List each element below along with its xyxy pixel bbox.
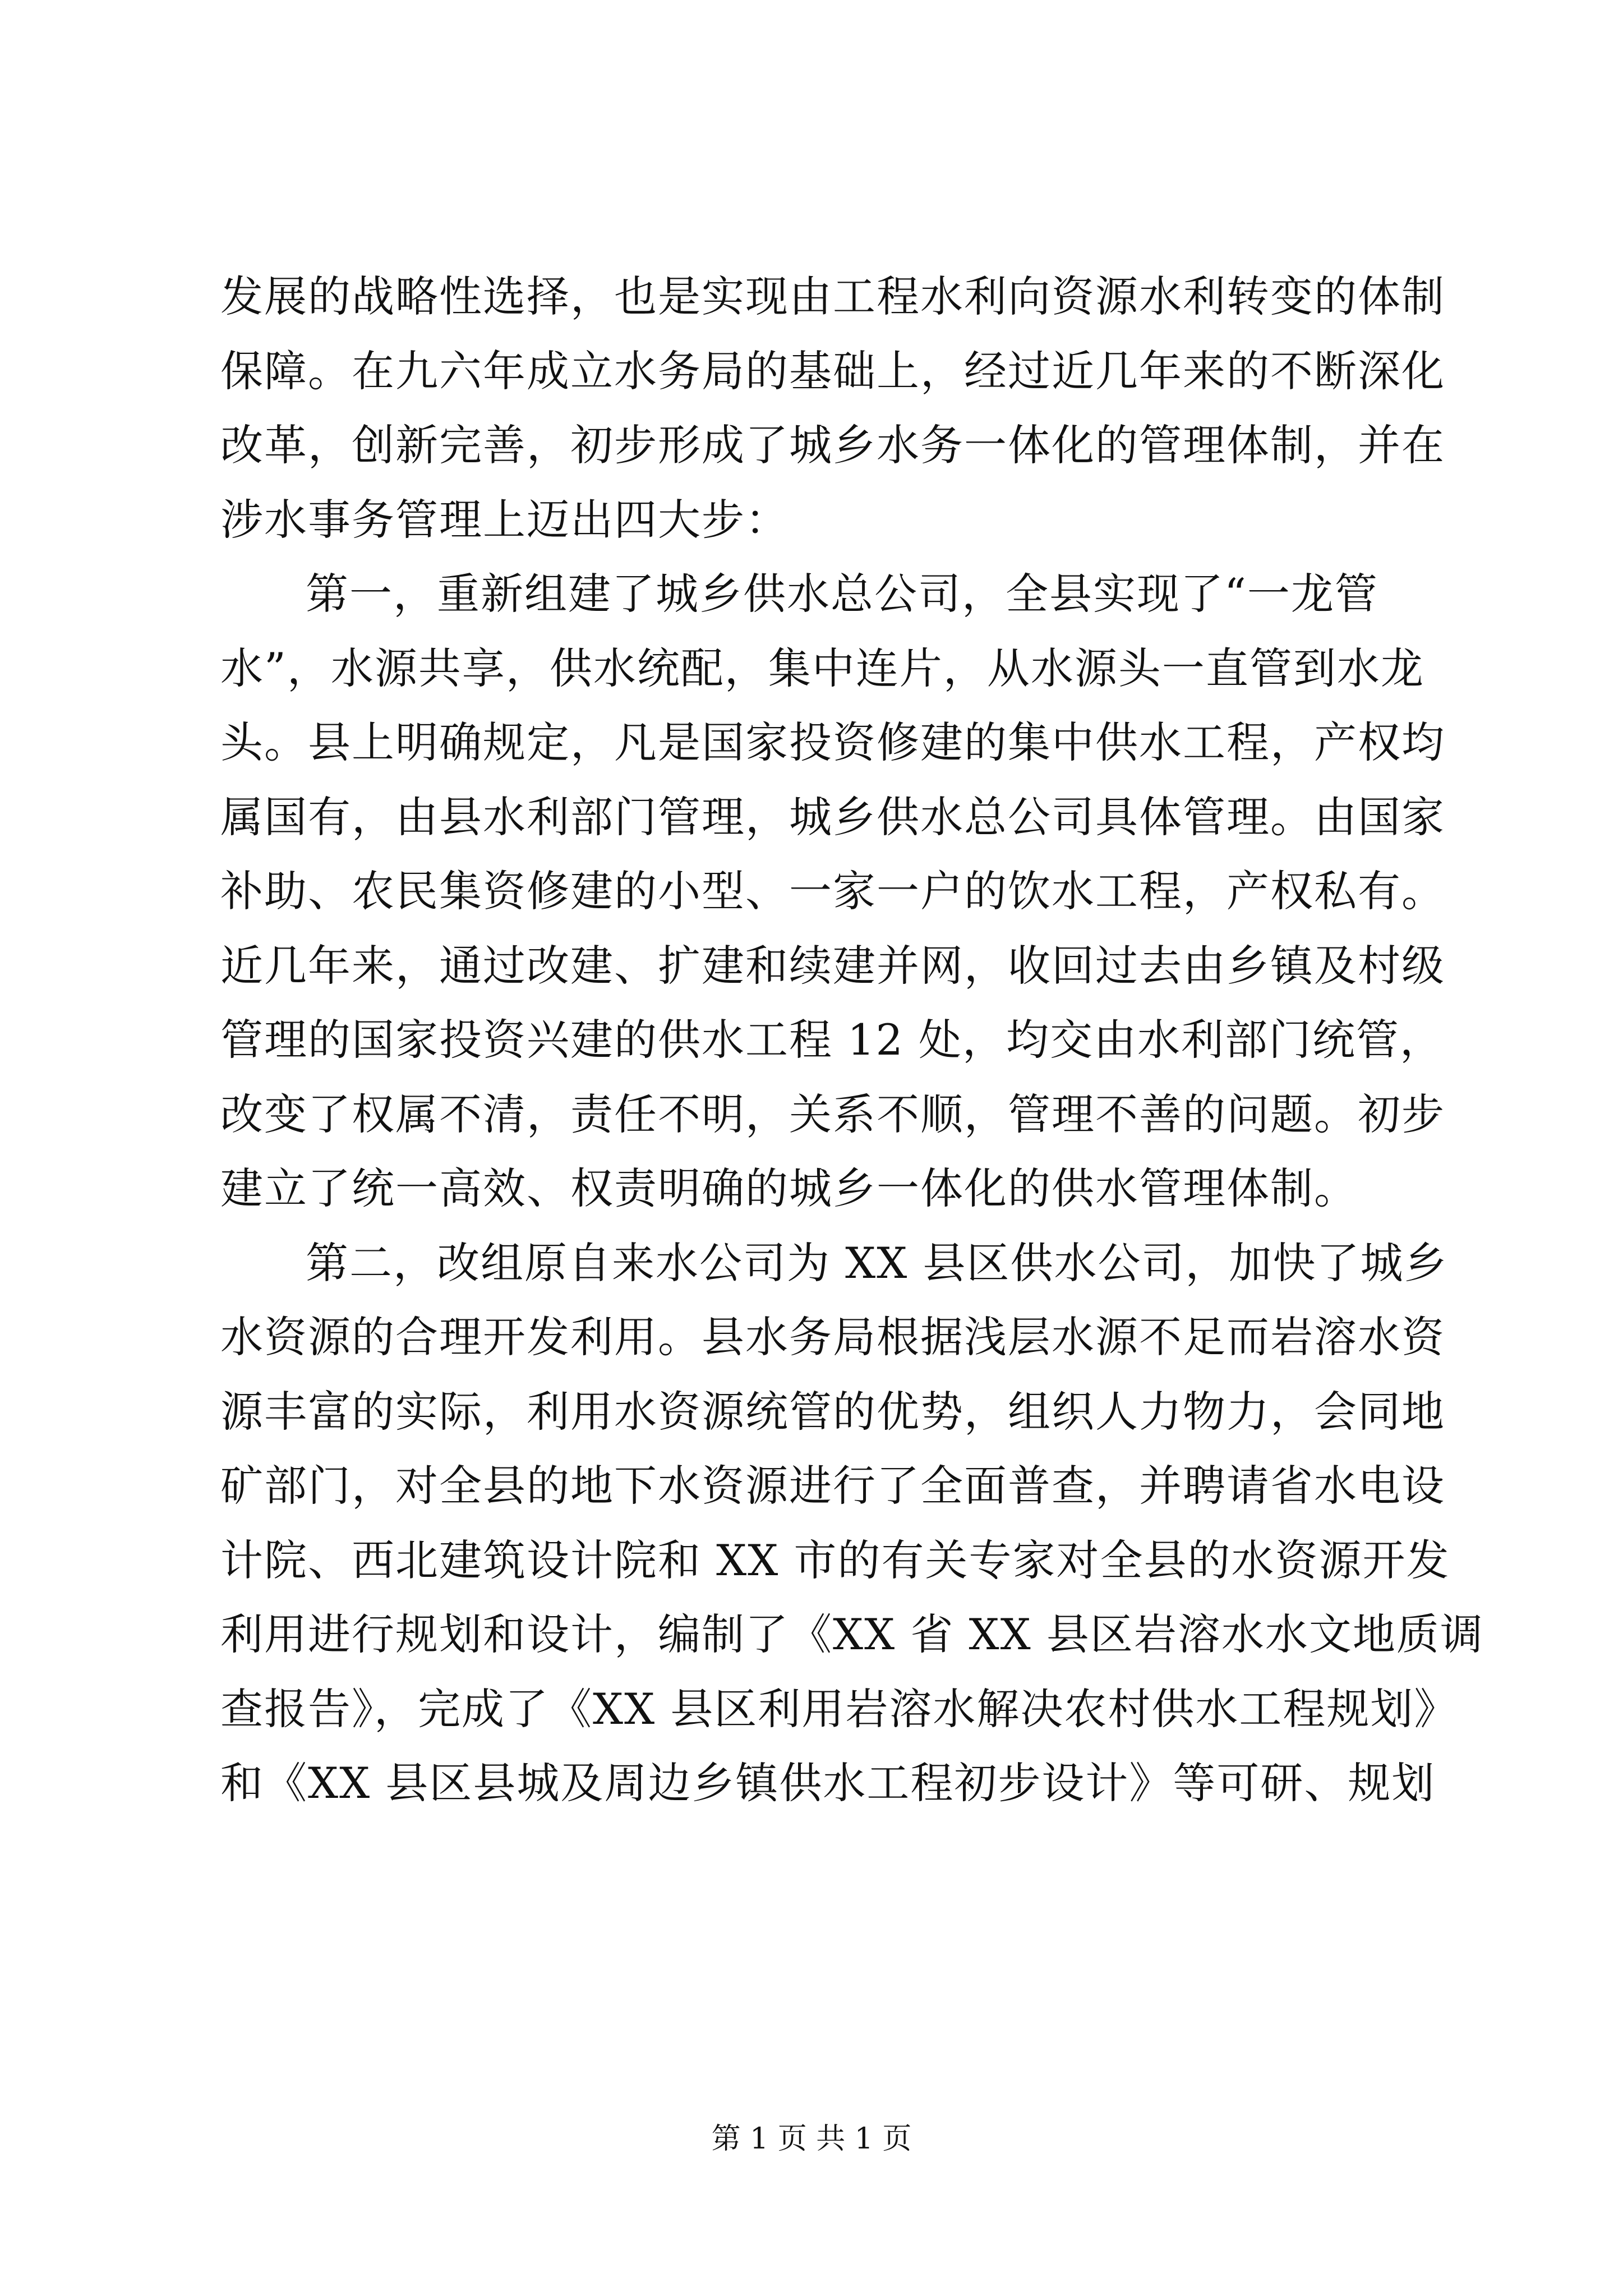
text-line: 近几年来，通过改建、扩建和续建并网，收回过去由乡镇及村级 <box>220 940 1445 991</box>
text-line: 保障。在九六年成立水务局的基础上，经过近几年来的不断深化 <box>220 346 1445 396</box>
text-line: 发展的战略性选择，也是实现由工程水利向资源水利转变的体制 <box>220 272 1445 321</box>
text-line: 涉水事务管理上迈出四大步： <box>220 494 789 545</box>
page-footer <box>0 2115 1623 2157</box>
text-line: 计院、西北建筑设计院和 XX 市的有关专家对全县的水资源开发 <box>220 1535 1450 1585</box>
page-number-label: 第 1 页 共 1 页 <box>711 2122 912 2156</box>
text-line: 和《XX 县区县城及周边乡镇供水工程初步设计》等可研、规划 <box>220 1758 1436 1808</box>
text-line: 补助、农民集资修建的小型、一家一户的饮水工程，产权私有。 <box>220 866 1445 916</box>
text-line: 改变了权属不清，责任不明，关系不顺，管理不善的问题。初步 <box>220 1089 1445 1139</box>
text-line: 源丰富的实际，利用水资源统管的优势，组织人力物力，会同地 <box>220 1386 1445 1437</box>
body-text <box>220 260 1484 1821</box>
text-line: 水资源的合理开发利用。县水务局根据浅层水源不足而岩溶水资 <box>220 1312 1445 1362</box>
paragraph-start-line: 第二，改组原自来水公司为 XX 县区供水公司，加快了城乡 <box>306 1237 1448 1288</box>
text-line: 查报告》，完成了《XX 县区利用岩溶水解决农村供水工程规划》 <box>220 1683 1458 1734</box>
text-line: 头。县上明确规定，凡是国家投资修建的集中供水工程，产权均 <box>220 717 1445 767</box>
text-line: 建立了统一高效、权责明确的城乡一体化的供水管理体制。 <box>220 1163 1358 1213</box>
text-line: 管理的国家投资兴建的供水工程 12 处，均交由水利部门统管， <box>220 1015 1444 1065</box>
text-line: 水”，水源共享，供水统配，集中连片，从水源头一直管到水龙 <box>220 643 1424 693</box>
text-line: 矿部门，对全县的地下水资源进行了全面普查，并聘请省水电设 <box>220 1461 1445 1511</box>
text-line: 改革，创新完善，初步形成了城乡水务一体化的管理体制，并在 <box>220 420 1445 470</box>
paragraph-start-line: 第一，重新组建了城乡供水总公司，全县实现了“一龙管 <box>306 569 1378 619</box>
text-line: 属国有，由县水利部门管理，城乡供水总公司具体管理。由国家 <box>220 792 1445 842</box>
text-line: 利用进行规划和设计，编制了《XX 省 XX 县区岩溶水水文地质调 <box>220 1609 1484 1659</box>
